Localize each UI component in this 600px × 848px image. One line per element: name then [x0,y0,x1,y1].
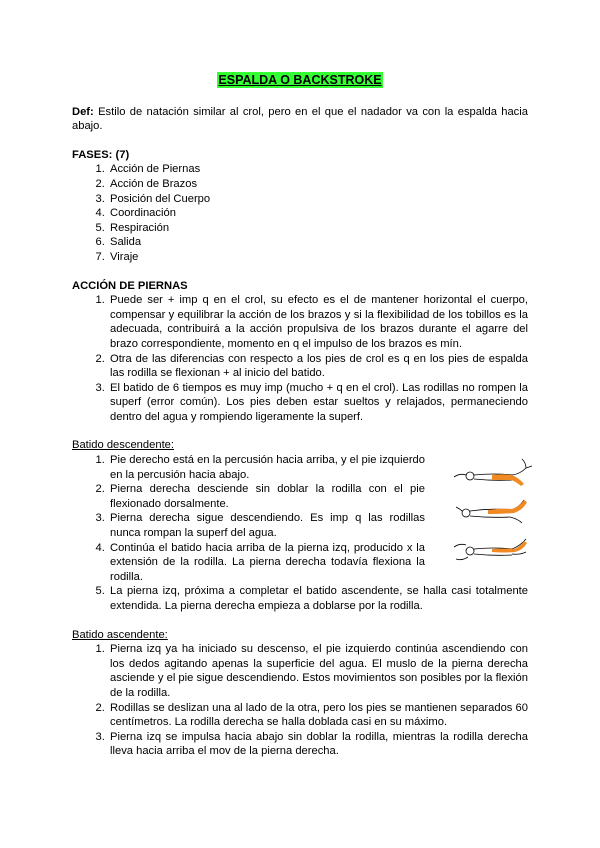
list-item: 4. Continúa el batido hacia arriba de la pierna izq, producido x la extensión de la rodilla. La pierna derecha todavía flexiona la rodilla. [108,541,425,585]
document-page [72,72,528,759]
list-item: 7. Viraje [108,250,528,265]
list-item: 2. Acción de Brazos [108,177,528,192]
list-item: 1. Puede ser + imp q en el crol, su efecto es el de mantener horizontal el cuerpo, compensar y equilibrar la acción de los brazos y si la flexibilidad de los tobillos es la adecuada, contribuirá a la acción propulsiva de los brazos durante el agarre del brazo correspondiente, momento en q el impulso de los brazos es mín. [108,293,528,351]
list-item: 1. Pierna izq ya ha iniciado su descenso, el pie izquierdo continúa ascendiendo con los dedos agitando apenas la superficie del agua. El muslo de la pierna derecha asciende y el pie sigue descendiendo. Estos movimientos son posibles por la flexión de la rodilla. [108,642,528,700]
list-item: 2. Rodillas se deslizan una al lado de la otra, pero los pies se mantienen separados 60 centímetros. La rodilla derecha se halla doblada casi en su máximo. [108,701,528,730]
page-title: ESPALDA O BACKSTROKE [218,73,382,87]
list-item: 3. El batido de 6 tiempos es muy imp (mucho + q en el crol). Las rodillas no rompen la superf (error común). Los pies deben estar sueltos y relajados, permaneciendo dentro del agua y rompiendo ligeramente la superf. [108,381,528,425]
list-item: 5. La pierna izq, próxima a completar el batido ascendente, se halla casi totalmente extendida. La pierna derecha empieza a doblarse por la rodilla. [108,584,528,613]
list-item: 2. Otra de las diferencias con respecto a los pies de crol es q en los pies de espalda las rodilla se flexionan + al inicio del batido. [108,352,528,381]
legs-heading: ACCIÓN DE PIERNAS [72,279,188,292]
ascending-list [72,642,528,759]
list-item: 3. Pierna derecha sigue descendiendo. Es imp q las rodillas nunca rompan la superf del agua. [108,511,425,540]
phases-list [72,162,528,264]
title-block [72,72,528,89]
list-item: 1. Pie derecho está en la percusión hacia arriba, y el pie izquierdo en la percusión hacia abajo. [108,453,425,482]
definition-label: Def: [72,105,94,118]
list-item: 3. Posición del Cuerpo [108,192,528,207]
descending-heading: Batido descendente: [72,439,175,452]
list-item: 5. Respiración [108,221,528,236]
definition [72,105,528,134]
ascending-heading: Batido ascendente: [72,628,168,641]
descending-section [72,453,528,614]
list-item: 3. Pierna izq se impulsa hacia abajo sin doblar la rodilla, mientras la rodilla derecha lleva hacia arriba el mov de la pierna derecha. [108,730,528,759]
swimmer-leg-highlight [488,500,527,514]
backstroke-swimmer-illustration [452,455,534,581]
list-item: 1. Acción de Piernas [108,162,528,177]
list-item: 2. Pierna derecha desciende sin doblar la rodilla con el pie flexionado dorsalmente. [108,482,425,511]
list-item: 6. Salida [108,235,528,250]
phases-heading: FASES: (7) [72,148,130,161]
legs-list [72,293,528,424]
list-item: 4. Coordinación [108,206,528,221]
definition-text: Estilo de natación similar al crol, pero en el que el nadador va con la espalda hacia abajo. [72,105,528,133]
